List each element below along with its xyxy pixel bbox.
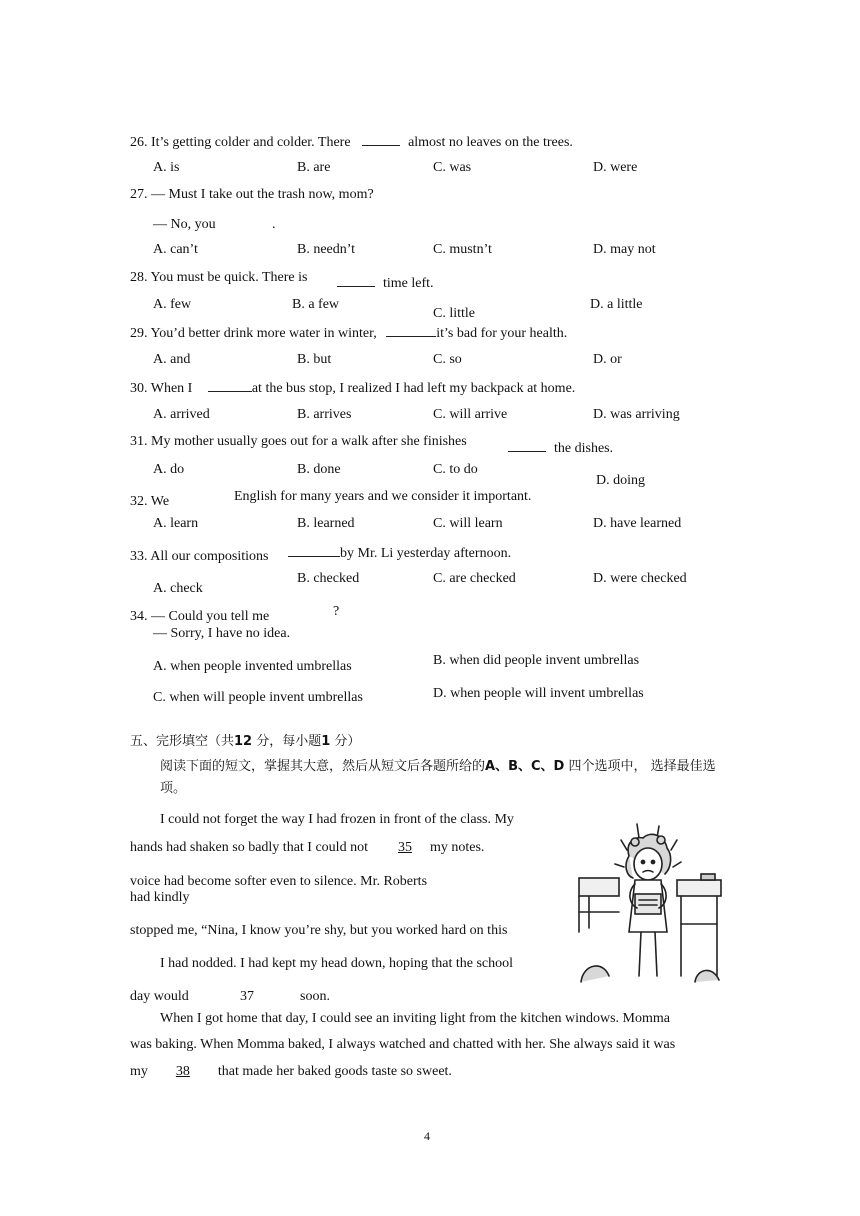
q31-option-b: B. done: [297, 462, 341, 477]
passage-line-5: I had nodded. I had kept my head down, hoping that the school: [160, 956, 514, 971]
q26-stem: 26. It’s getting colder and colder. There almost no leaves on the trees.: [130, 135, 573, 150]
q33-option-c: C. are checked: [433, 571, 516, 586]
q28-option-b: B. a few: [292, 297, 340, 312]
q33-option-d: D. were checked: [593, 571, 687, 586]
q26-option-d: D. were: [593, 160, 638, 175]
q32-option-c: C. will learn: [433, 516, 503, 531]
q31-option-c: C. to do: [433, 462, 478, 477]
q34-option-d: D. when people will invent umbrellas: [433, 686, 644, 701]
q27-stem: 27. — Must I take out the trash now, mom?: [130, 187, 374, 202]
passage-line-9: my 38 that made her baked goods taste so sweet.: [130, 1064, 452, 1079]
q31-stem-start: 31. My mother usually goes out for a walk after she finishes: [130, 434, 467, 449]
passage-line-2: hands had shaken so badly that I could not 35 my notes.: [130, 840, 485, 855]
q34-stem: 34. — Could you tell me ?: [130, 604, 340, 624]
q29-option-c: C. so: [433, 352, 462, 367]
q28-option-d: D. a little: [590, 297, 643, 312]
q27-option-b: B. needn’t: [297, 242, 356, 257]
passage-line-7: When I got home that day, I could see an inviting light from the kitchen windows. Momma: [160, 1011, 670, 1026]
q27-option-a: A. can’t: [153, 242, 198, 257]
q27-reply: — No, you .: [153, 217, 276, 232]
q29-stem: 29. You’d better drink more water in winter, it’s bad for your health.: [130, 326, 568, 341]
passage-line-3b: had kindly: [130, 890, 190, 905]
q26-option-c: C. was: [433, 160, 472, 175]
q30-option-d: D. was arriving: [593, 407, 680, 422]
q31-option-a: A. do: [153, 462, 185, 477]
q30-stem: 30. When I at the bus stop, I realized I had left my backpack at home.: [130, 381, 576, 396]
page-number: 4: [424, 1129, 430, 1143]
q28-stem-start: 28. You must be quick. There is: [130, 270, 308, 285]
q29-option-d: D. or: [593, 352, 622, 367]
passage-line-4: stopped me, “Nina, I know you’re shy, but you worked hard on this: [130, 923, 508, 938]
passage-line-1: I could not forget the way I had frozen in front of the class. My: [160, 812, 514, 827]
q31-stem-end: the dishes.: [508, 439, 613, 457]
q27-option-c: C. mustn’t: [433, 242, 492, 257]
q34-option-a: A. when people invented umbrellas: [153, 659, 352, 674]
q30-option-a: A. arrived: [153, 407, 210, 422]
blank-35: 35: [397, 840, 412, 855]
q32-option-b: B. learned: [297, 516, 355, 531]
passage-line-8: was baking. When Momma baked, I always watched and chatted with her. She always said it was: [130, 1037, 676, 1052]
q33-option-b: B. checked: [297, 571, 360, 586]
nervous-girl-illustration: [577, 812, 723, 982]
q26-option-a: A. is: [153, 160, 180, 175]
q34-reply: — Sorry, I have no idea.: [153, 626, 291, 641]
q28-option-c: C. little: [433, 306, 475, 321]
q34-option-c: C. when will people invent umbrellas: [153, 690, 363, 705]
section-instructions: 阅读下面的短文，掌握其大意，然后从短文后各题所给的A、B、C、D 四个选项中， 选择最佳选项。: [160, 759, 716, 796]
q32-stem-end: English for many years and we consider it important.: [234, 489, 532, 504]
q34-option-b: B. when did people invent umbrellas: [433, 653, 640, 668]
q32-option-d: D. have learned: [593, 516, 682, 531]
q29-option-b: B. but: [297, 352, 332, 367]
q26-option-b: B. are: [297, 160, 331, 175]
q31-option-d: D. doing: [596, 473, 645, 488]
q29-option-a: A. and: [153, 352, 191, 367]
q27-option-d: D. may not: [593, 242, 656, 257]
q30-option-c: C. will arrive: [433, 407, 508, 422]
passage-line-3: voice had become softer even to silence. Mr. Roberts: [130, 874, 428, 889]
q28-option-a: A. few: [153, 297, 192, 312]
passage-line-6: day would 37 soon.: [130, 989, 330, 1004]
q32-option-a: A. learn: [153, 516, 199, 531]
q33-stem-start: 33. All our compositions: [130, 549, 269, 564]
q32-stem-start: 32. We: [130, 494, 170, 509]
q28-stem-end: time left.: [337, 274, 434, 292]
q33-option-a: A. check: [153, 581, 203, 596]
q33-stem-end: by Mr. Li yesterday afternoon.: [288, 544, 511, 562]
blank-38: 38: [175, 1064, 190, 1079]
section-title: 五、完形填空（共12 分，每小题1 分）: [130, 734, 361, 749]
q30-option-b: B. arrives: [297, 407, 352, 422]
